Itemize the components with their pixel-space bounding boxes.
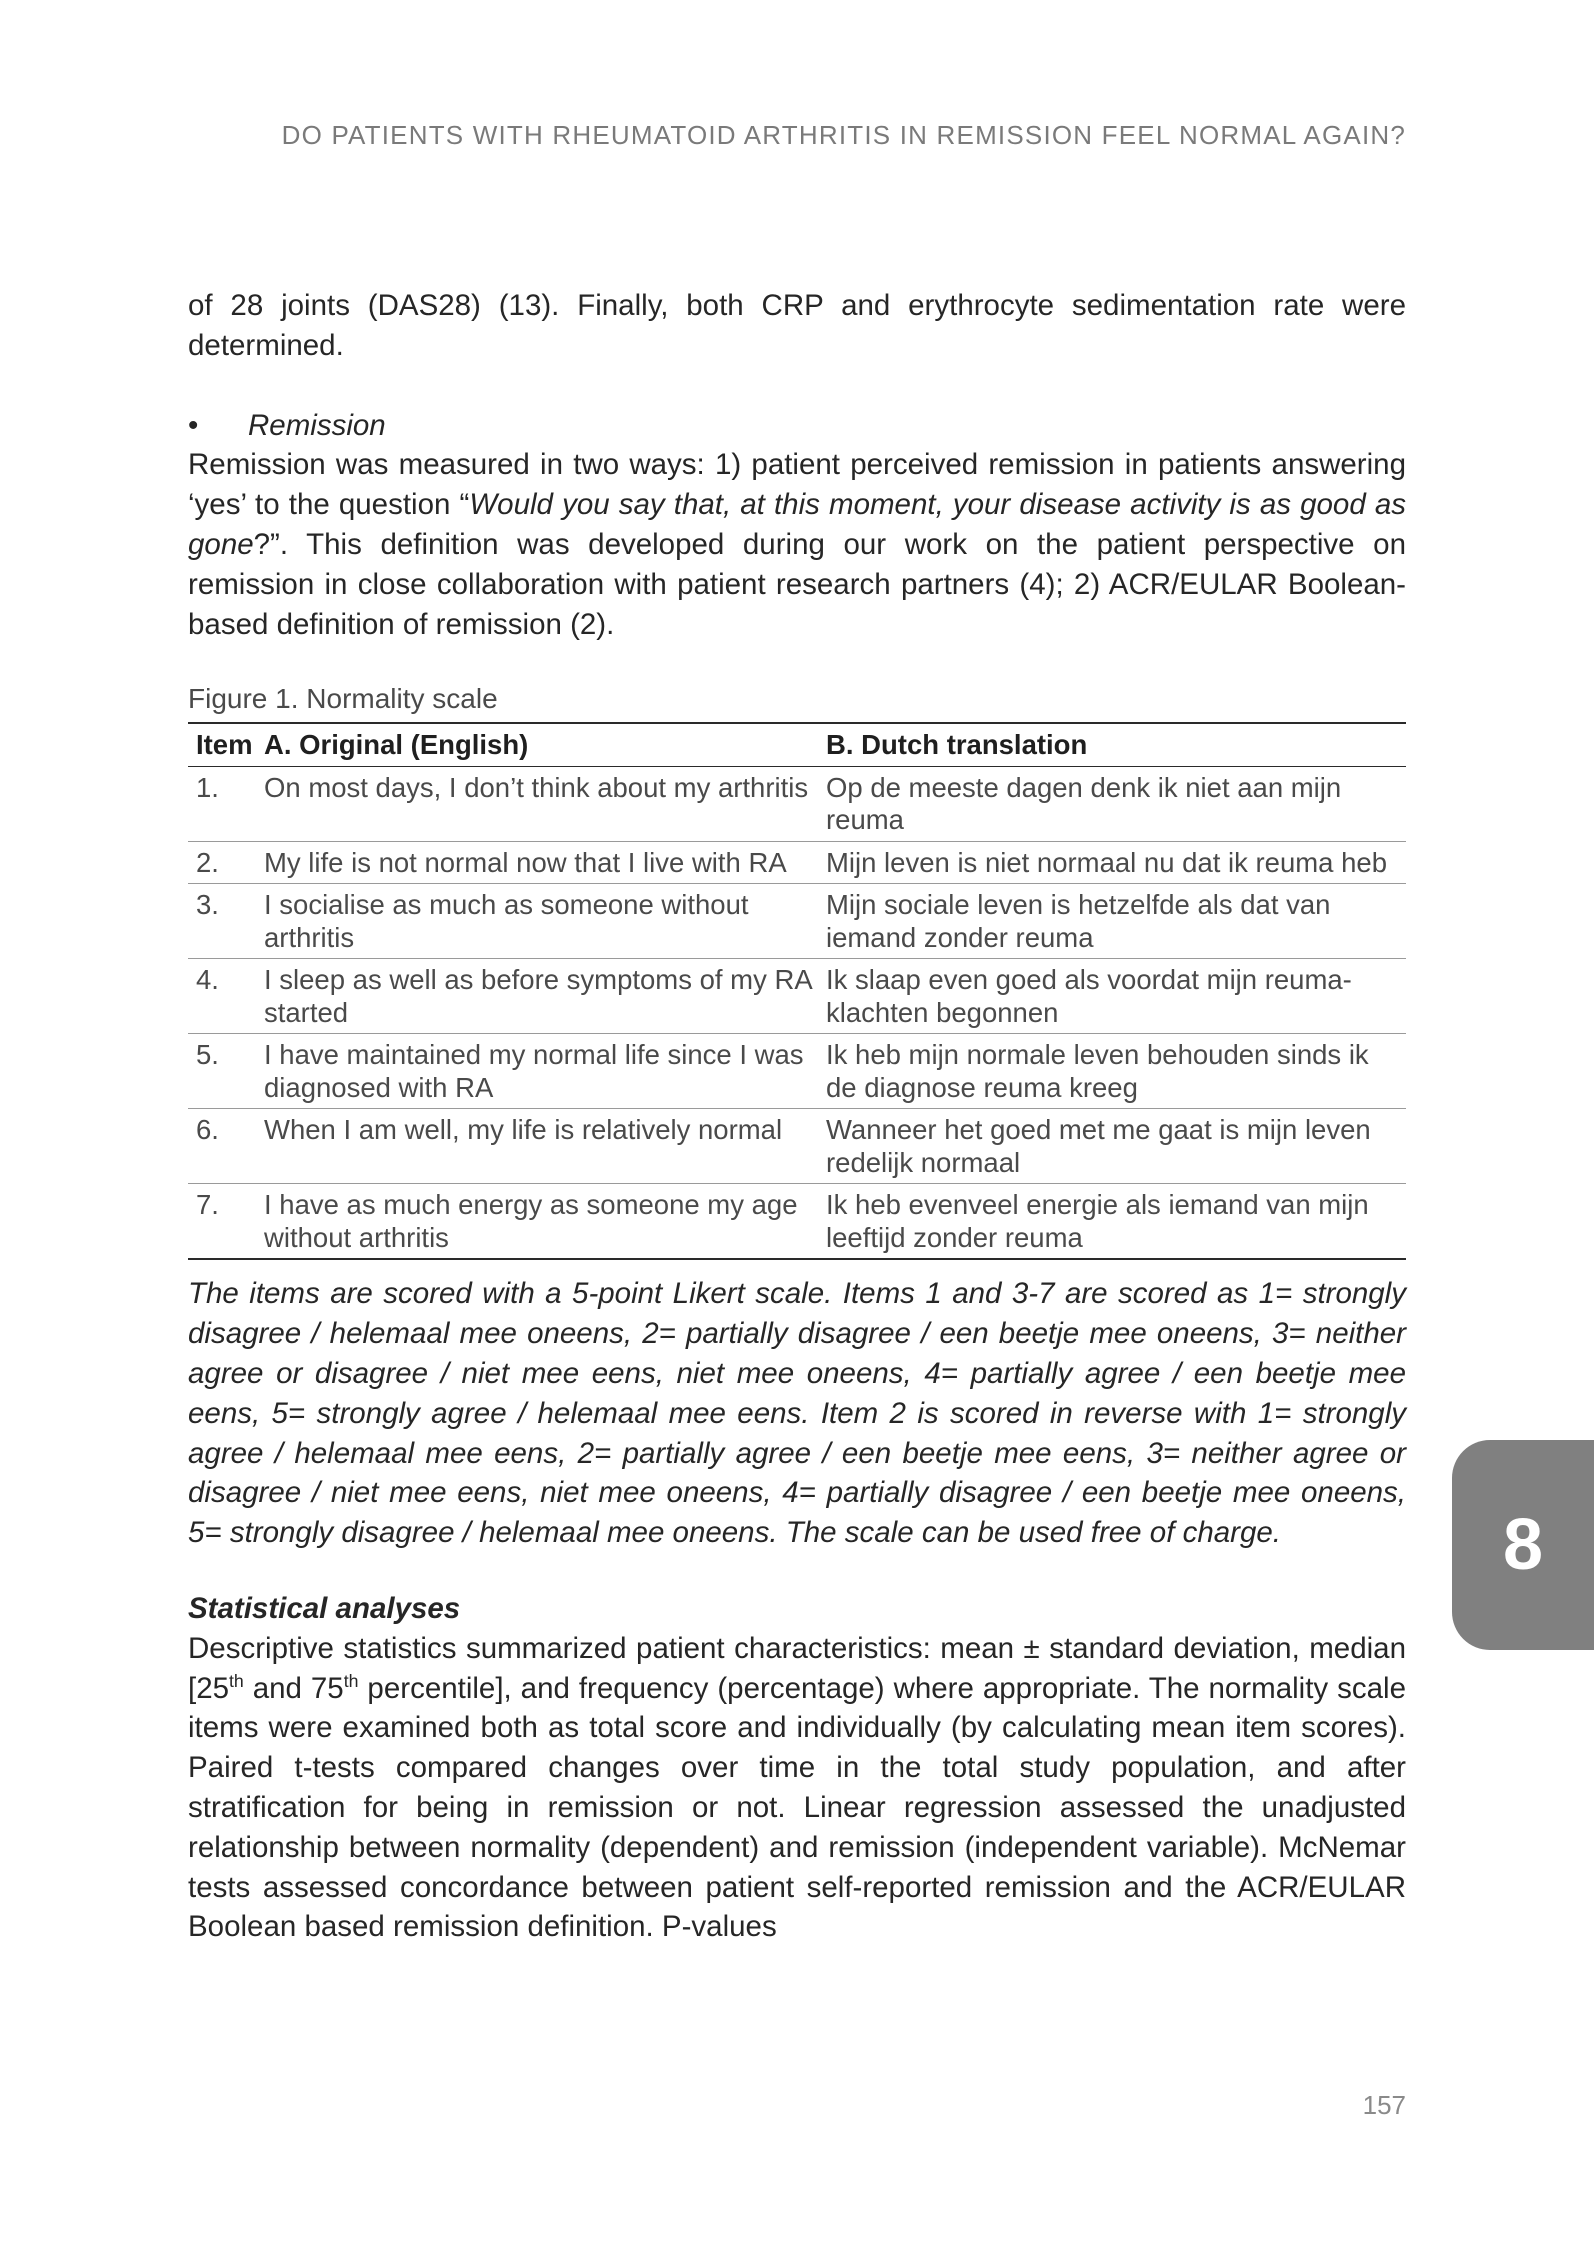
table-row xyxy=(188,1184,1406,1260)
remission-paragraph: Remission was measured in two ways: 1) patient perceived remission in patients answering ‘yes’ to the question “Would you say that, at this moment, your disease activity is as good as gone?”. This definition was developed during our work on the patient perspective on remission in close collaboration with patient research partners (4); 2) ACR/EULAR Boolean-based definition of remission (2). xyxy=(188,448,1407,641)
item-dutch: Ik heb mijn normale leven behouden sinds ik de diagnose reuma kreeg xyxy=(818,1034,1406,1109)
item-english: My life is not normal now that I live with RA xyxy=(256,841,818,884)
column-header-item: Item xyxy=(188,723,256,766)
remission-heading: Remission xyxy=(248,408,386,442)
page-body xyxy=(188,286,1406,1947)
table-row xyxy=(188,766,1406,841)
page-number: 157 xyxy=(1362,2090,1406,2120)
table-row xyxy=(188,1034,1406,1109)
item-number: 7. xyxy=(188,1184,256,1260)
column-header-english: A. Original (English) xyxy=(256,723,818,766)
chapter-tab: 8 xyxy=(1452,1440,1594,1650)
table-header-row xyxy=(188,723,1406,766)
figure-caption: Figure 1. Normality scale xyxy=(188,683,498,715)
table-row xyxy=(188,841,1406,884)
item-number: 3. xyxy=(188,884,256,959)
item-english: On most days, I don’t think about my arthritis xyxy=(256,766,818,841)
remission-subheading xyxy=(188,406,1406,446)
item-dutch: Mijn sociale leven is hetzelfde als dat van iemand zonder reuma xyxy=(818,884,1406,959)
intro-paragraph: of 28 joints (DAS28) (13). Finally, both CRP and erythrocyte sedimentation rate were determined. xyxy=(188,289,1406,362)
item-dutch: Ik heb evenveel energie als iemand van mijn leeftijd zonder reuma xyxy=(818,1184,1406,1260)
item-number: 2. xyxy=(188,841,256,884)
table-row xyxy=(188,884,1406,959)
item-english: I have maintained my normal life since I was diagnosed with RA xyxy=(256,1034,818,1109)
section-heading-statistical-analyses: Statistical analyses xyxy=(188,1591,461,1625)
table-row xyxy=(188,959,1406,1034)
column-header-dutch: B. Dutch translation xyxy=(818,723,1406,766)
figure-note: The items are scored with a 5-point Likert scale. Items 1 and 3-7 are scored as 1= strongly disagree / helemaal mee oneens, 2= partially disagree / een beetje mee oneens, 3= neither agree or disagree / niet mee eens, niet mee oneens, 4= partially agree / een beetje mee eens, 5= strongly agree / helemaal mee eens. Item 2 is scored in reverse with 1= strongly agree / helemaal mee eens, 2= partially agree / een beetje mee eens, 3= neither agree or disagree / niet mee eens, niet mee oneens, 4= partially disagree / een beetje mee oneens, 5= strongly disagree / helemaal mee oneens. The scale can be used free of charge. xyxy=(188,1277,1406,1550)
normality-scale-table xyxy=(188,722,1406,1260)
item-english: I socialise as much as someone without arthritis xyxy=(256,884,818,959)
item-dutch: Wanneer het goed met me gaat is mijn leven redelijk normaal xyxy=(818,1109,1406,1184)
bullet-icon: • xyxy=(188,408,199,442)
item-number: 1. xyxy=(188,766,256,841)
item-number: 6. xyxy=(188,1109,256,1184)
item-number: 5. xyxy=(188,1034,256,1109)
item-english: When I am well, my life is relatively normal xyxy=(256,1109,818,1184)
item-dutch: Op de meeste dagen denk ik niet aan mijn reuma xyxy=(818,766,1406,841)
statistics-paragraph: Descriptive statistics summarized patient characteristics: mean ± standard deviation, median [25th and 75th percentile], and frequency (percentage) where appropriate. The normality scale items were examined both as total score and individually (by calculating mean item scores). Paired t-tests compared changes over time in the total study population, and after stratification for being in remission or not. Linear regression assessed the unadjusted relationship between normality (dependent) and remission (independent variable). McNemar tests assessed concordance between patient self-reported remission and the ACR/EULAR Boolean based remission definition. P-values xyxy=(188,1631,1406,1944)
item-dutch: Ik slaap even goed als voordat mijn reuma-klachten begonnen xyxy=(818,959,1406,1034)
item-english: I have as much energy as someone my age without arthritis xyxy=(256,1184,818,1260)
remission-question: Would you say that, at this moment, your disease activity is as good as gone xyxy=(188,488,1407,561)
running-header: DO PATIENTS WITH RHEUMATOID ARTHRITIS IN REMISSION FEEL NORMAL AGAIN? xyxy=(281,120,1406,150)
table-row xyxy=(188,1109,1406,1184)
item-dutch: Mijn leven is niet normaal nu dat ik reuma heb xyxy=(818,841,1406,884)
item-number: 4. xyxy=(188,959,256,1034)
item-english: I sleep as well as before symptoms of my RA started xyxy=(256,959,818,1034)
